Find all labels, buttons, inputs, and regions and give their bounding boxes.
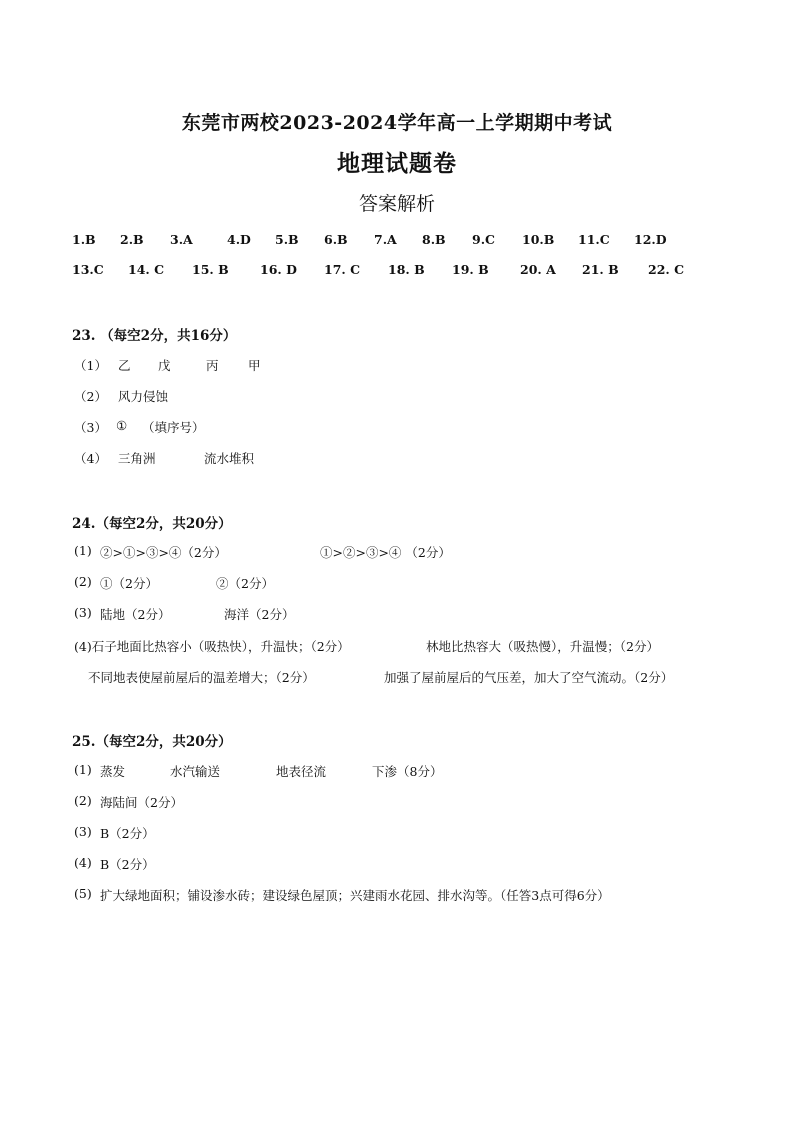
answer-text: 扩大绿地面积；铺设渗水砖；建设绿色屋顶；兴建雨水花园、排水沟等。（任答3点可得6分） xyxy=(100,888,610,903)
answer-text: 下渗（8分） xyxy=(372,764,443,779)
answer-text: 海洋（2分） xyxy=(224,607,295,622)
sub-number: (1) xyxy=(74,762,92,777)
answer-text: (4)石子地面比热容小（吸热快），升温快；（2分） xyxy=(74,639,350,654)
sub-number: (2) xyxy=(74,574,92,589)
answer-text: 乙 xyxy=(118,358,131,373)
answer-text: 流水堆积 xyxy=(204,451,255,466)
answer-text: ① xyxy=(116,418,128,433)
exam-subtitle: 地理试题卷 xyxy=(337,150,457,177)
mc-answer: 1.B xyxy=(72,232,96,247)
mc-answer: 15. B xyxy=(192,262,229,277)
section-title: 答案解析 xyxy=(358,193,435,215)
sub-number: (3) xyxy=(74,605,92,620)
exam-title: 东莞市两校2023-2024学年高一上学期期中考试 xyxy=(181,112,613,134)
answer-text: ②（2分） xyxy=(216,576,274,591)
q24-heading: 24.（每空2分，共20分） xyxy=(72,516,232,532)
answer-text: 丙 xyxy=(206,358,219,373)
q25-heading: 25.（每空2分，共20分） xyxy=(72,734,232,750)
answer-text: 蒸发 xyxy=(100,764,126,779)
mc-answer: 18. B xyxy=(388,262,425,277)
sub-number: （2） xyxy=(74,389,107,404)
mc-answer: 3.A xyxy=(170,232,193,247)
answer-text: ①>②>③>④ （2分） xyxy=(320,545,451,560)
answer-text: 陆地（2分） xyxy=(100,607,171,622)
mc-answer: 11.C xyxy=(578,232,610,247)
sub-number: (5) xyxy=(74,886,92,901)
answer-text: ①（2分） xyxy=(100,576,158,591)
answer-text: 加强了屋前屋后的气压差，加大了空气流动。（2分） xyxy=(384,670,674,685)
answer-text: 三角洲 xyxy=(118,451,156,466)
sub-number: (3) xyxy=(74,824,92,839)
answer-text: B（2分） xyxy=(100,826,155,841)
mc-answer: 21. B xyxy=(582,262,619,277)
mc-answer: 2.B xyxy=(120,232,144,247)
mc-answer: 19. B xyxy=(452,262,489,277)
sub-number: (4) xyxy=(74,855,92,870)
answer-note: （填序号） xyxy=(142,420,205,435)
answer-text: B（2分） xyxy=(100,857,155,872)
q23-heading: 23. （每空2分，共16分） xyxy=(72,328,237,344)
answer-text: 戊 xyxy=(158,358,171,373)
mc-answer: 6.B xyxy=(324,232,348,247)
sub-number: （4） xyxy=(74,451,107,466)
sub-number: （3） xyxy=(74,420,107,435)
mc-answer: 22. C xyxy=(648,262,685,277)
sub-number: (1) xyxy=(74,543,92,558)
mc-answer: 10.B xyxy=(522,232,555,247)
mc-answer: 9.C xyxy=(472,232,495,247)
mc-answer: 7.A xyxy=(374,232,397,247)
answer-text: 地表径流 xyxy=(276,764,327,779)
mc-answer: 14. C xyxy=(128,262,165,277)
mc-answer: 5.B xyxy=(275,232,299,247)
answer-text: 不同地表使屋前屋后的温差增大；（2分） xyxy=(88,670,315,685)
mc-answer: 16. D xyxy=(260,262,297,277)
answer-text: 海陆间（2分） xyxy=(100,795,183,810)
mc-answer: 17. C xyxy=(324,262,361,277)
mc-answer: 13.C xyxy=(72,262,104,277)
mc-answer: 12.D xyxy=(634,232,667,247)
mc-answer: 8.B xyxy=(422,232,446,247)
mc-answer: 4.D xyxy=(227,232,251,247)
answer-text: ②>①>③>④（2分） xyxy=(100,545,227,560)
answer-text: 甲 xyxy=(248,358,261,373)
mc-answer: 20. A xyxy=(520,262,556,277)
sub-number: （1） xyxy=(74,358,107,373)
answer-text: 风力侵蚀 xyxy=(118,389,169,404)
answer-text: 水汽输送 xyxy=(170,764,221,779)
sub-number: (2) xyxy=(74,793,92,808)
answer-text: 林地比热容大（吸热慢），升温慢；（2分） xyxy=(426,639,659,654)
